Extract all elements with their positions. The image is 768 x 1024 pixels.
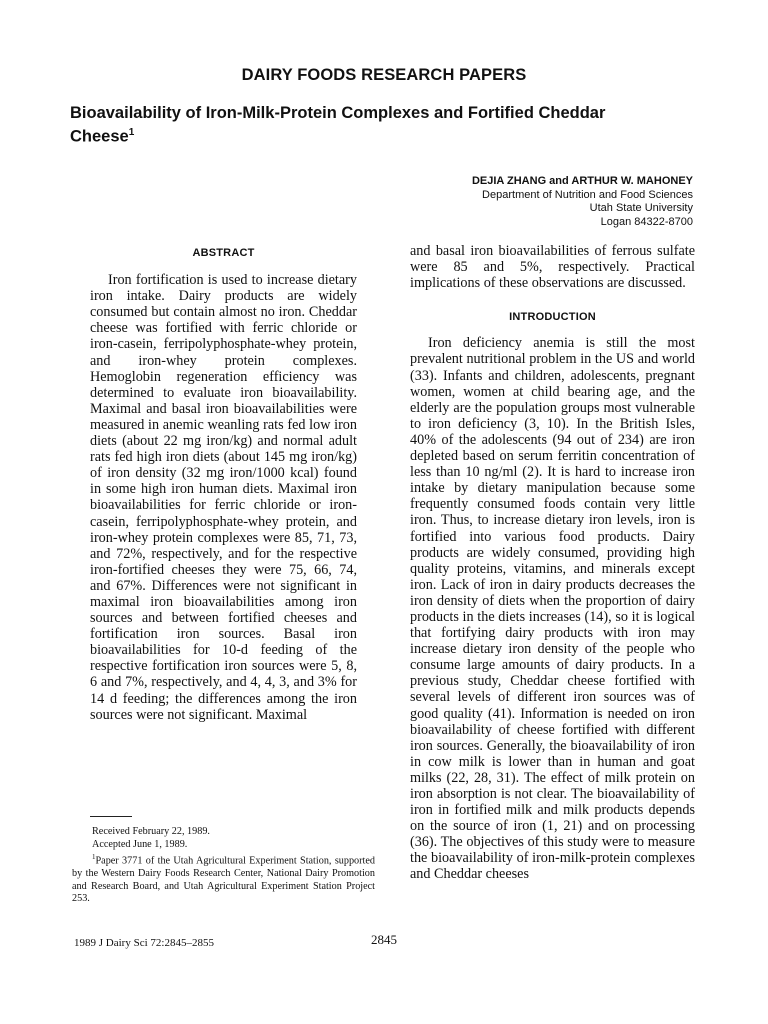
author-university: Utah State University	[589, 202, 693, 214]
footnote-accepted: Accepted June 1, 1989.	[92, 838, 188, 850]
journal-citation: 1989 J Dairy Sci 72:2845–2855	[74, 937, 214, 949]
footnote-funding	[72, 851, 375, 906]
introduction-heading: INTRODUCTION	[509, 311, 596, 324]
title-footnote-mark: 1	[128, 127, 135, 138]
footnote-received: Received February 22, 1989.	[92, 826, 210, 837]
right-column	[410, 243, 695, 883]
article-title-text: Bioavailability of Iron-Milk-Protein Complexes and Fortified Cheddar Cheese	[70, 104, 606, 146]
abstract-text: Iron fortification is used to increase dietary iron intake. Dairy products are widely consumed but contain almost no iron. Cheddar cheese was fortified with ferric chloride or iron-casein, ferripolyphosphate-whey protein, and iron-whey protein complexes. Hemoglobin regeneration efficiency was determined to evaluate iron bioavailability. Maximal and basal iron bioavailabilities were measured in anemic weanling rats fed low iron diets (about 22 mg iron/kg) and normal adult rats fed high iron diets (about 145 mg iron/kg) of iron density (32 mg iron/1000 kcal) found in some high iron human diets. Maximal iron bioavailabilities for ferric chloride or iron-casein, ferripolyphosphate-whey protein, and iron-whey protein complexes were 85, 71, 73, and 72%, respectively, and for the respective iron-fortified cheeses they were 75, 66, 74, and 67%. Differences were not significant in maximal iron bioavailabilities among iron sources and between fortified cheeses and fortification iron sources. Basal iron bioavailabilities for 10-d feeding of the respective fortification iron sources were 5, 8, 6 and 7%, respectively, and 4, 4, 3, and 3% for 14 d feeding; the differences among the iron sources were not significant. Maximal	[90, 272, 357, 723]
article-title	[70, 103, 630, 147]
author-block	[293, 175, 693, 229]
author-department: Department of Nutrition and Food Sciences	[482, 188, 693, 201]
footnotes	[72, 826, 375, 906]
left-column	[90, 245, 357, 723]
journal-section-title: DAIRY FOODS RESEARCH PAPERS	[241, 66, 527, 84]
footnote-mark: 1	[92, 853, 96, 862]
page-number: 2845	[371, 932, 397, 947]
abstract-heading: ABSTRACT	[192, 247, 255, 259]
introduction-text: Iron deficiency anemia is still the most prevalent nutritional problem in the US and world (33). Infants and children, adolescents, pregnant women, women at child bearing age, and the elderly are the population groups most vulnerable to iron deficiency (3, 10). In the British Isles, 40% of the adolescents (94 out of 234) are iron depleted based on serum ferritin concentration of less than 10 ng/ml (2). It is hard to increase iron intake by dietary manipulation because some frequently consumed foods contain very little iron. Thus, to increase dietary iron levels, iron is fortified into various food products. Dairy products are widely consumed, providing high quality proteins, vitamins, and minerals except iron. Lack of iron in dairy products decreases the iron density of diets when the proportion of dairy products in the diets increases (14), so it is logical that fortifying dairy products with iron may increase dietary iron density of the people who consume large amounts of dairy products. In a previous study, Cheddar cheese fortified with several levels of different iron sources was of good quality (41). Information is needed on iron bioavailability of cheese fortified with different iron sources. Generally, the bioavailability of iron in cow milk is lower than in human and goat milks (22, 28, 31). The effect of milk protein on iron absorption is not clear. The bioavailability of iron in fortified milk and milk products depends on the source of iron (1, 21) and on processing (36). The objectives of this study were to measure the bioavailability of iron-milk-protein complexes and Cheddar cheeses	[410, 335, 695, 883]
author-address: Logan 84322-8700	[600, 215, 693, 228]
footnote-rule	[90, 816, 132, 817]
footnote-funding-text: Paper 3771 of the Utah Agricultural Experiment Station, supported by the Western Dairy Foods Research Center, National Dairy Promotion and Research Board, and Utah Agricultural Experiment Station Project 253.	[72, 855, 375, 905]
abstract-continuation: and basal iron bioavailabilities of ferrous sulfate were 85 and 5%, respectively. Practical implications of these observations are discussed.	[410, 243, 695, 292]
author-names: DEJIA ZHANG and ARTHUR W. MAHONEY	[471, 175, 693, 187]
